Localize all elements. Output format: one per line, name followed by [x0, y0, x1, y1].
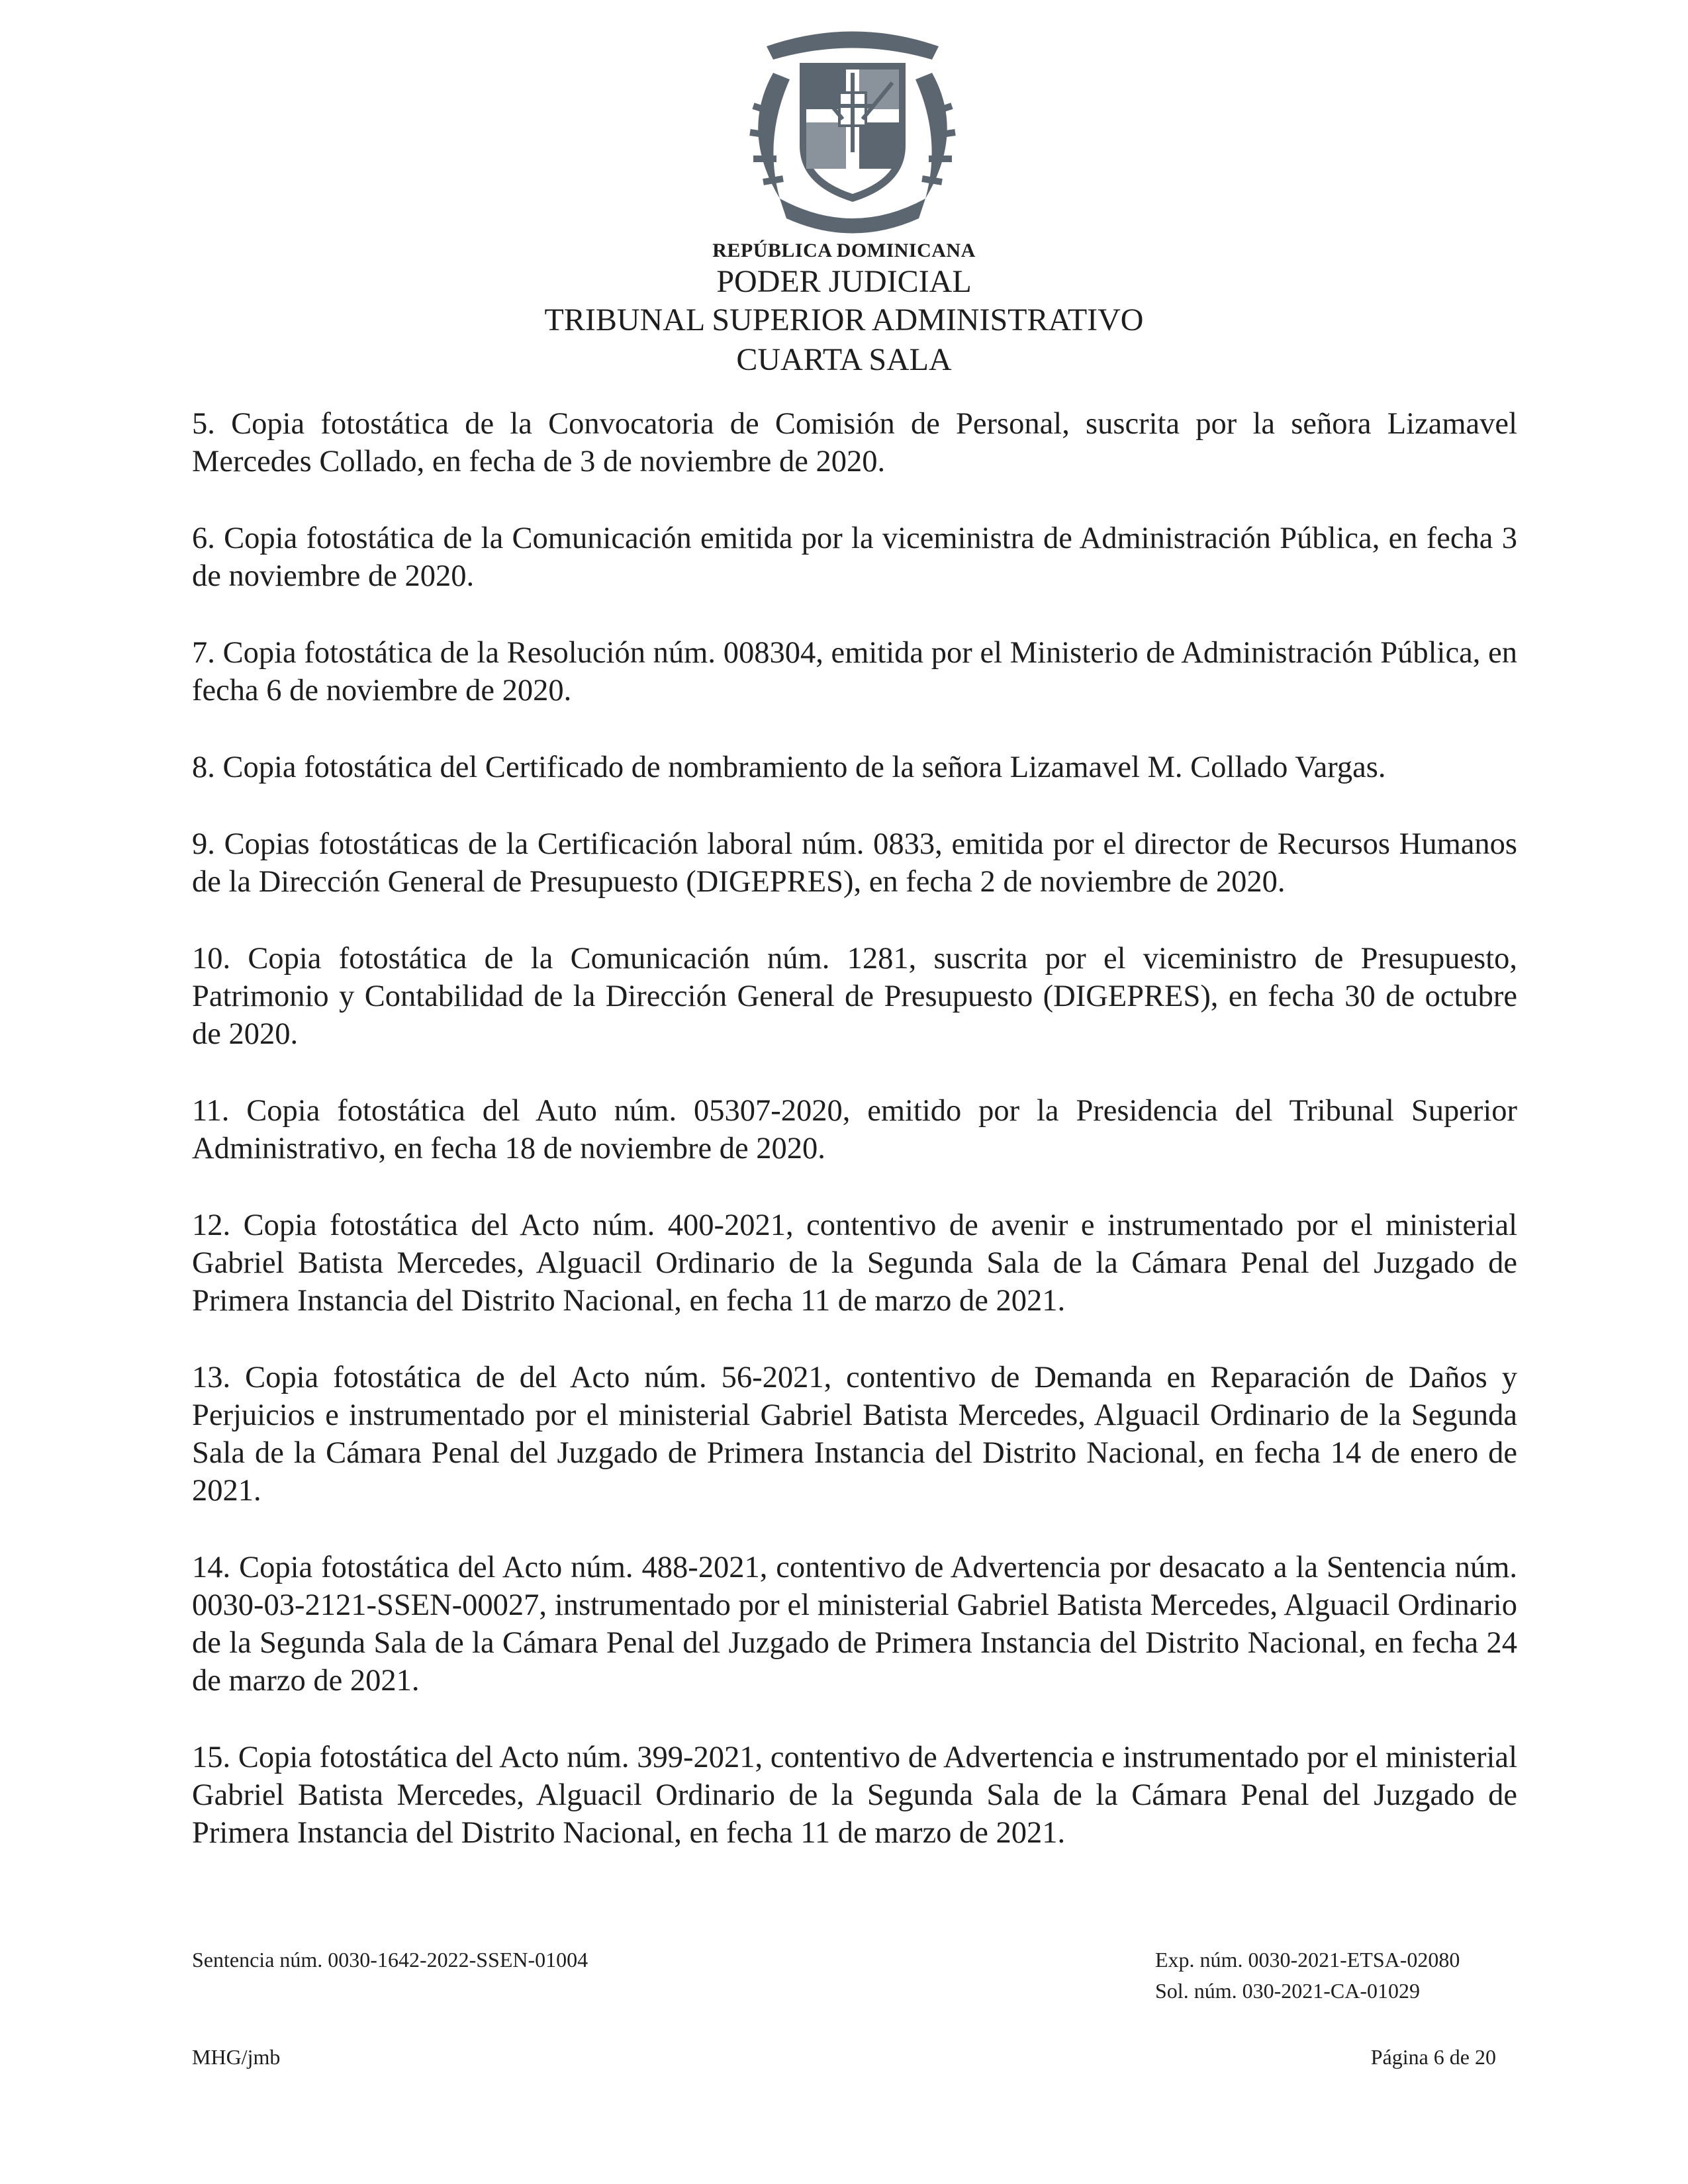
document-list — [192, 405, 1517, 1891]
list-item: 14. Copia fotostática del Acto núm. 488-2021, contentivo de Advertencia por desacato a la Sentencia núm. 0030-03-2121-SSEN-00027, instrumentado por el ministerial Gabriel Batista Mercedes, Alguacil Ordinario de la Segunda Sala de la Cámara Penal del Juzgado de Primera Instancia del Distrito Nacional, en fecha 24 de marzo de 2021. — [192, 1551, 1517, 1698]
country-name: REPÚBLICA DOMINICANA — [712, 240, 976, 261]
request-number: Sol. núm. 030-2021-CA-01029 — [1155, 1979, 1420, 2003]
list-item: 7. Copia fotostática de la Resolución núm. 008304, emitida por el Ministerio de Administración Pública, en fecha 6 de noviembre de 2020. — [192, 636, 1517, 707]
sentence-number: Sentencia núm. 0030-1642-2022-SSEN-01004 — [192, 1948, 588, 1972]
list-item: 12. Copia fotostática del Acto núm. 400-2021, contentivo de avenir e instrumentado por el ministerial Gabriel Batista Mercedes, Alguacil Ordinario de la Segunda Sala de la Cámara Penal del Juzgado de Primera Instancia del Distrito Nacional, en fecha 11 de marzo de 2021. — [192, 1208, 1517, 1318]
coat-of-arms-icon — [727, 20, 978, 245]
list-item: 13. Copia fotostática de del Acto núm. 56-2021, contentivo de Demanda en Reparación de Daños y Perjuicios e instrumentado por el ministerial Gabriel Batista Mercedes, Alguacil Ordinario de la Segunda Sala de la Cámara Penal del Juzgado de Primera Instancia del Distrito Nacional, en fecha 14 de enero de 2021. — [192, 1361, 1517, 1508]
judicial-power-heading: PODER JUDICIAL — [716, 264, 972, 299]
list-item: 11. Copia fotostática del Auto núm. 05307-2020, emitido por la Presidencia del Tribunal Superior Administrativo, en fecha 18 de noviembre de 2020. — [192, 1094, 1517, 1165]
list-item: 10. Copia fotostática de la Comunicación núm. 1281, suscrita por el viceministro de Presupuesto, Patrimonio y Contabilidad de la Dirección General de Presupuesto (DIGEPRES), en fecha 30 de octubre de 2020. — [192, 942, 1517, 1051]
list-item: 6. Copia fotostática de la Comunicación emitida por la viceministra de Administración Pública, en fecha 3 de noviembre de 2020. — [192, 522, 1517, 593]
author-initials: MHG/jmb — [192, 2045, 281, 2069]
expedient-number: Exp. núm. 0030-2021-ETSA-02080 — [1155, 1948, 1460, 1972]
chamber-heading: CUARTA SALA — [736, 342, 952, 377]
list-item: 15. Copia fotostática del Acto núm. 399-2021, contentivo de Advertencia e instrumentado por el ministerial Gabriel Batista Mercedes, Alguacil Ordinario de la Segunda Sala de la Cámara Penal del Juzgado de Primera Instancia del Distrito Nacional, en fecha 11 de marzo de 2021. — [192, 1741, 1517, 1850]
list-item: 9. Copias fotostáticas de la Certificación laboral núm. 0833, emitida por el director de Recursos Humanos de la Dirección General de Presupuesto (DIGEPRES), en fecha 2 de noviembre de 2020. — [192, 827, 1517, 899]
list-item: 5. Copia fotostática de la Convocatoria de Comisión de Personal, suscrita por la señora Lizamavel Mercedes Collado, en fecha de 3 de noviembre de 2020. — [192, 407, 1517, 478]
list-item: 8. Copia fotostática del Certificado de nombramiento de la señora Lizamavel M. Collado Vargas. — [192, 751, 1386, 784]
court-heading: TRIBUNAL SUPERIOR ADMINISTRATIVO — [544, 302, 1144, 338]
page-number: Página 6 de 20 — [1370, 2045, 1496, 2069]
